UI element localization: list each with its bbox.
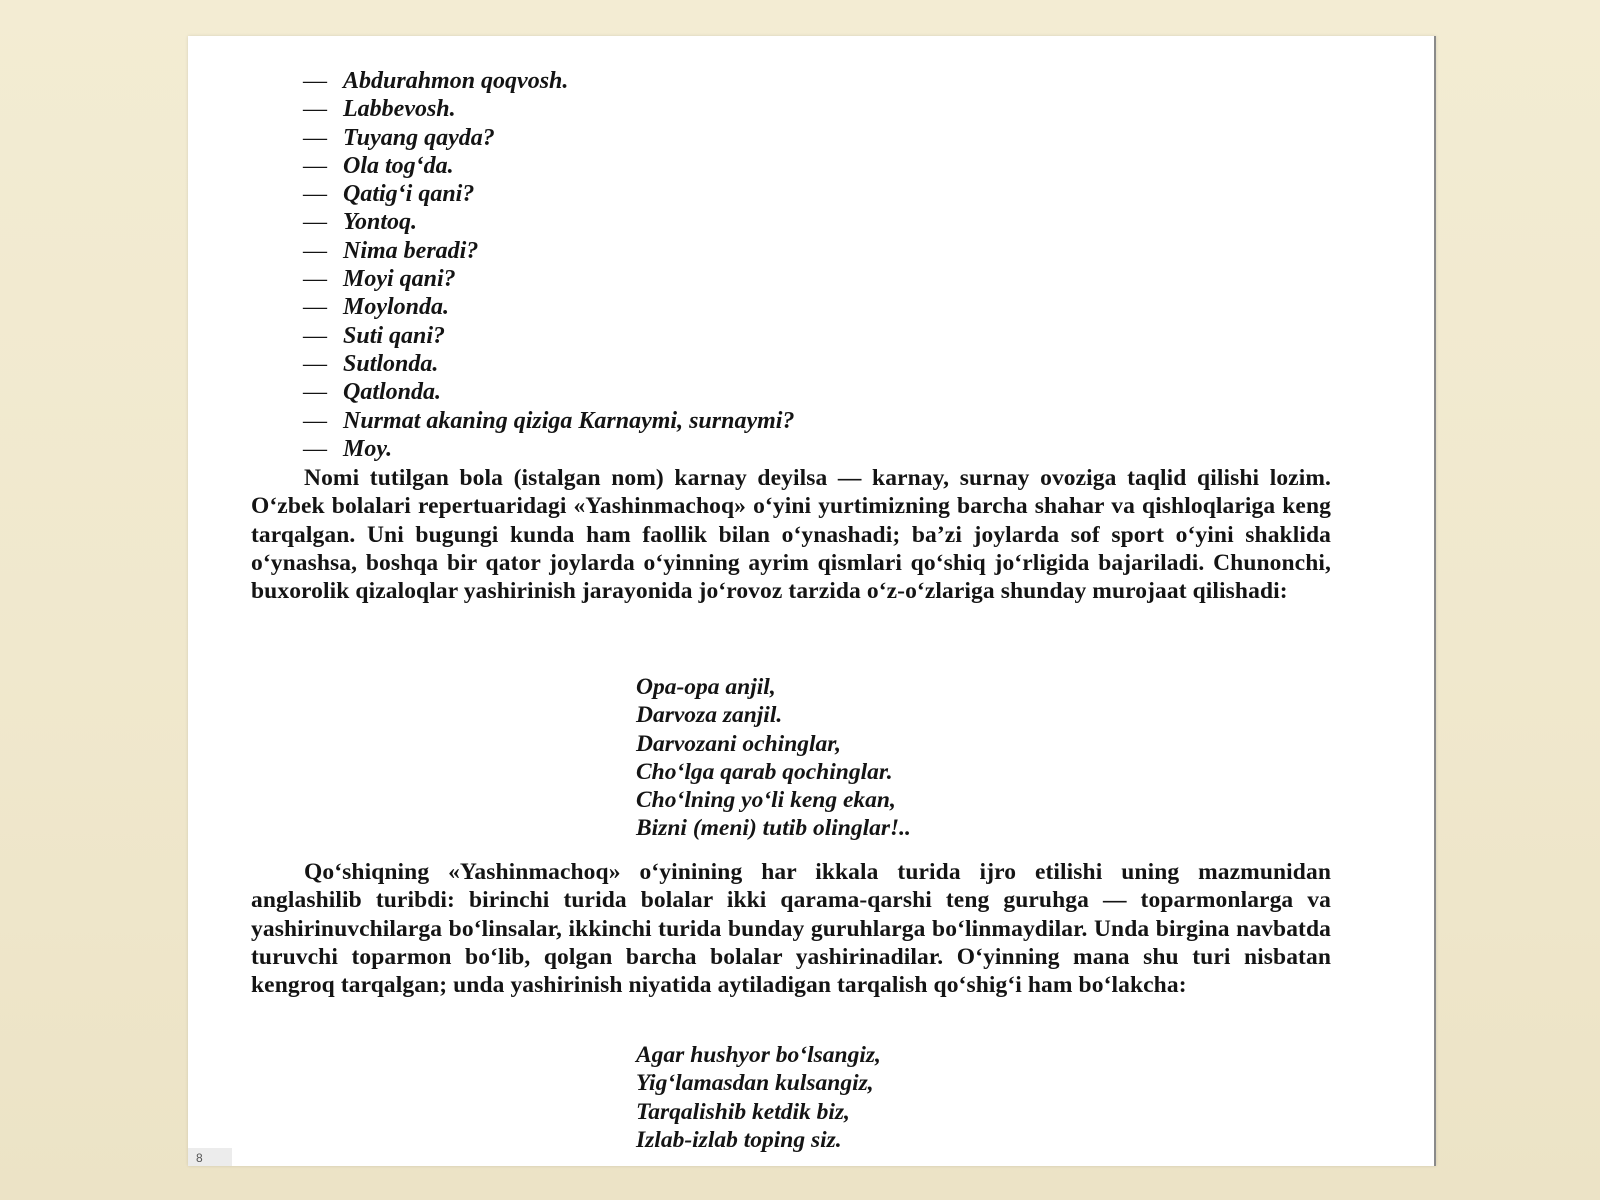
dialogue-dash: — (303, 124, 327, 151)
body-paragraph-1: Nomi tutilgan bola (istalgan nom) karnay deyilsa — karnay, surnay ovoziga taqlid qilishi lozim. O‘zbek bolalari repertuaridagi «Yashinmachoq» o‘yini yurtimizning barcha shahar va qishloqlariga keng tarqalgan. Uni bugungi kunda ham faollik bilan o‘ynashadi; ba’zi joylarda sof sport o‘yini shaklida o‘ynashsa, boshqa bir qator joylarda o‘yinning ayrim qismlari qo‘shiq jo‘rligida bajariladi. Chunonchi, buxorolik qizaloqlar yashirinish jarayonida jo‘rovoz tarzida o‘z-o‘zlariga shunday murojaat qilishadi: (251, 465, 1331, 605)
dialogue-dash: — (303, 181, 327, 208)
dialogue-line (303, 208, 794, 236)
verse-line: Cho‘lga qarab qochinglar. (636, 758, 893, 785)
book-page (188, 36, 1436, 1166)
dialogue-dash: — (303, 152, 327, 179)
verse-line: Darvozani ochinglar, (636, 730, 842, 757)
dialogue-text: Abdurahmon qoqvosh. (343, 68, 569, 94)
dialogue-line (303, 407, 794, 435)
dialogue-text: Qatlonda. (343, 379, 442, 406)
dialogue-list (303, 67, 794, 463)
verse-block-1 (636, 673, 911, 843)
dialogue-line (303, 237, 794, 265)
dialogue-line (303, 180, 794, 208)
dialogue-dash: — (303, 96, 327, 123)
dialogue-text: Moy. (343, 435, 393, 462)
dialogue-dash: — (303, 209, 327, 236)
dialogue-dash: — (303, 237, 327, 264)
dialogue-text: Moyi qani? (343, 266, 456, 293)
dialogue-line (303, 95, 794, 123)
dialogue-dash: — (303, 407, 327, 434)
dialogue-text: Sutlonda. (343, 350, 439, 377)
dialogue-line (303, 124, 794, 152)
verse-line: Opa-opa anjil, (636, 674, 776, 700)
dialogue-text: Suti qani? (343, 322, 446, 349)
dialogue-line (303, 322, 794, 350)
dialogue-line (303, 350, 794, 378)
body-paragraph-2: Qo‘shiqning «Yashinmachoq» o‘yinining har ikkala turida ijro etilishi uning mazmunidan anglashilib turibdi: birinchi turida bolalar ikki qarama-qarshi teng guruhga — toparmonlarga va yashirinuvchilarga bo‘linsalar, ikkinchi turida bunday guruhlarga bo‘linmaydilar. Unda birgina navbatda turuvchi toparmon bo‘lib, qolgan barcha bolalar yashirinadilar. O‘yinning mana shu turi nisbatan kengroq tarqalgan; unda yashirinish niyatida aytiladigan tarqalish qo‘shig‘i ham bo‘lakcha: (251, 859, 1331, 999)
dialogue-text: Tuyang qayda? (343, 124, 495, 151)
dialogue-dash: — (303, 266, 327, 293)
dialogue-line (303, 293, 794, 321)
dialogue-dash: — (303, 379, 327, 406)
dialogue-dash: — (303, 350, 327, 377)
dialogue-line (303, 152, 794, 180)
dialogue-dash: — (303, 322, 327, 349)
verse-line: Agar hushyor bo‘lsangiz, (636, 1042, 881, 1068)
verse-line: Izlab-izlab toping siz. (636, 1126, 842, 1153)
dialogue-text: Nima beradi? (343, 237, 479, 264)
verse-block-2 (636, 1041, 881, 1154)
dialogue-text: Yontoq. (343, 209, 418, 236)
dialogue-line (303, 378, 794, 406)
dialogue-line (303, 67, 794, 95)
dialogue-line (303, 265, 794, 293)
verse-line: Bizni (meni) tutib olinglar!.. (636, 815, 911, 842)
dialogue-text: Labbevosh. (343, 96, 456, 123)
dialogue-dash: — (303, 68, 327, 94)
page-number: 8 (188, 1148, 232, 1166)
verse-line: Darvoza zanjil. (636, 702, 783, 729)
dialogue-text: Nurmat akaning qiziga Karnaymi, surnaymi? (343, 407, 795, 434)
dialogue-dash: — (303, 294, 327, 321)
verse-line: Yig‘lamasdan kulsangiz, (636, 1070, 874, 1097)
dialogue-dash: — (303, 435, 327, 462)
verse-line: Tarqalishib ketdik biz, (636, 1098, 850, 1125)
dialogue-text: Qatig‘i qani? (343, 181, 475, 208)
dialogue-line (303, 435, 794, 463)
dialogue-text: Moylonda. (343, 294, 450, 321)
verse-line: Cho‘lning yo‘li keng ekan, (636, 787, 896, 814)
dialogue-text: Ola tog‘da. (343, 152, 454, 179)
